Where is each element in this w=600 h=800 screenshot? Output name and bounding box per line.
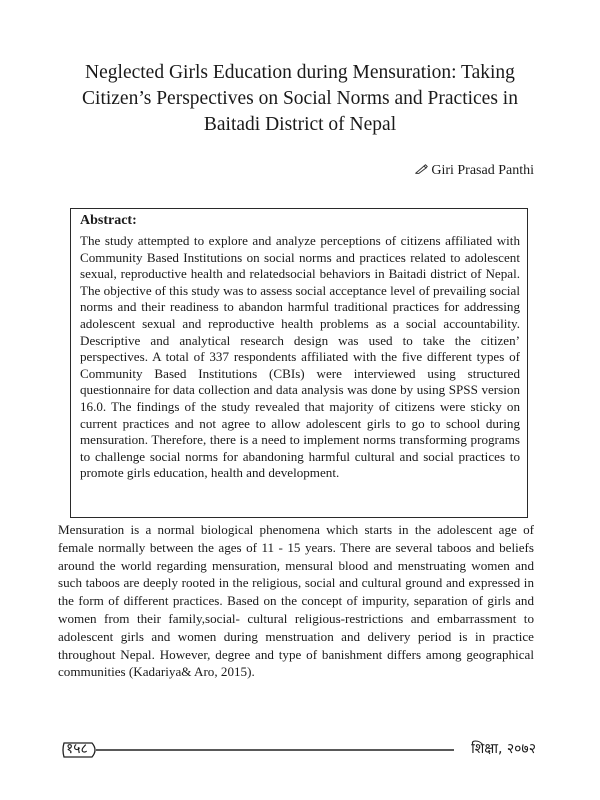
footer-rule (62, 739, 536, 761)
journal-name: शिक्षा, २०७२ (467, 740, 536, 758)
pen-icon (415, 162, 428, 180)
abstract-heading: Abstract: (80, 213, 137, 228)
page-footer (62, 739, 536, 761)
author-name: Giri Prasad Panthi (431, 163, 534, 178)
paper-title: Neglected Girls Education during Mensuration: Taking Citizen’s Perspectives on Social Norms and Practices in Baitadi District of Nepal (82, 62, 518, 135)
abstract-box (70, 208, 528, 518)
author-line (415, 162, 534, 180)
body-paragraph: Mensuration is a normal biological phenomena which starts in the adolescent age of female normally between the ages of 11 - 15 years. There are several taboos and beliefs around the world regarding mensuration, mensural blood and menstruating women and such taboos are deeply rooted in the religious, social and cultural ground and expressed in the form of different practices. Based on the concept of impurity, separation of girls and women from their family,social- cultural religious-restrictions and embarrassment to adolescent girls and women during menstruation and delivery period is in practice throughout Nepal. However, degree and type of banishment differs among geographical communities (Kadariya& Aro, 2015). (58, 522, 534, 680)
abstract-text: The study attempted to explore and analyze perceptions of citizens affiliated with Community Based Institutions on social norms and practices related to adolescent sexual, reproductive health and relatedsocial behaviors in Baitadi district of Nepal. The objective of this study was to assess social acceptance level of prevailing social norms and their readiness to abandon harmful traditional practices for addressing adolescent sexual and reproductive health problems as a social accountability. Descriptive and analytical research design was used to take the citizen’ perspectives. A total of 337 respondents affiliated with the five different types of Community Based Institutions (CBIs) were interviewed using structured questionnaire for data collection and data analysis was done by using SPSS version 16.0. The findings of the study revealed that majority of citizens were sticky on current practices and not agree to allow adolescent girls to go to school during mensuration. Therefore, there is a need to implement norms transforming programs to challenge social norms for abandoning harmful cultural and social practices to promote girls education, health and development. (80, 233, 520, 481)
page-number: १५८ (66, 741, 88, 757)
